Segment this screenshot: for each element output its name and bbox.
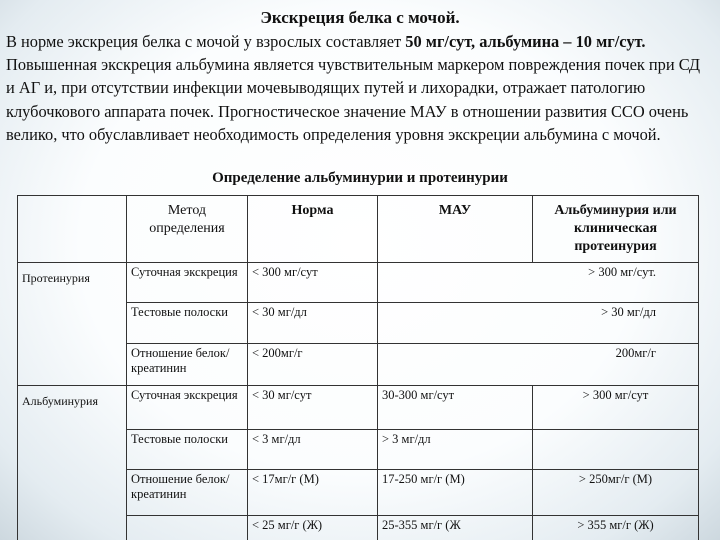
cell-proteinuria: 200мг/г	[378, 344, 699, 386]
cell-method: Суточная экскреция	[127, 263, 248, 303]
cell-mau: > 3 мг/дл	[378, 430, 533, 470]
cell-proteinuria: > 300 мг/сут.	[378, 263, 699, 303]
cell-norm: < 25 мг/г (Ж)	[248, 516, 378, 540]
cell-proteinuria: > 300 мг/сут	[533, 386, 699, 430]
cell-proteinuria: > 30 мг/дл	[378, 303, 699, 344]
cell-method: Тестовые полоски	[127, 303, 248, 344]
cell-proteinuria: > 355 мг/г (Ж)	[533, 516, 699, 540]
cell-norm: < 17мг/г (М)	[248, 470, 378, 516]
header-method: Метод определения	[127, 196, 248, 263]
cell-method	[127, 516, 248, 540]
slide-title: Экскреция белка с мочой.	[260, 8, 460, 27]
header-empty-cell	[18, 196, 127, 263]
cell-norm: < 30 мг/сут	[248, 386, 378, 430]
cell-mau: 30-300 мг/сут	[378, 386, 533, 430]
header-proteinuria: Альбуминурия или клиническая протеинурия	[533, 196, 699, 263]
cell-proteinuria: > 250мг/г (М)	[533, 470, 699, 516]
cell-norm: < 30 мг/дл	[248, 303, 378, 344]
proteinuria-table	[17, 195, 699, 540]
table-title: Определение альбуминурии и протеинурии	[212, 170, 508, 186]
table-row	[18, 386, 699, 430]
cell-method: Тестовые полоски	[127, 430, 248, 470]
cell-norm: < 3 мг/дл	[248, 430, 378, 470]
table-header-row	[18, 196, 699, 263]
cell-method: Отношение белок/ креатинин	[127, 344, 248, 386]
header-mau: МАУ	[378, 196, 533, 263]
cell-mau: 25-355 мг/г (Ж	[378, 516, 533, 540]
paragraph-text-2: Повышенная экскреция альбумина является чувствительным маркером повреждения почек при СД и АГ и, при отсутствии инфекции мочевыводящих путей и лихорадки, отражает патологию клубочкового аппарата почек. Прогностическое значение МАУ в отношении развития ССО очень велико, что обуславливает необходимость определения уровня экскреции альбумина с мочой.	[6, 55, 701, 144]
table-row	[18, 263, 699, 303]
paragraph-text-1: В норме экскреция белка с мочой у взрослых составляет	[6, 32, 406, 51]
cell-norm: < 200мг/г	[248, 344, 378, 386]
header-norm: Норма	[248, 196, 378, 263]
cell-mau: 17-250 мг/г (М)	[378, 470, 533, 516]
paragraph-bold-values: 50 мг/сут, альбумина – 10 мг/сут.	[405, 32, 646, 51]
group-label-albuminuria: Альбуминурия	[18, 386, 127, 540]
cell-method: Суточная экскреция	[127, 386, 248, 430]
cell-proteinuria	[533, 430, 699, 470]
cell-norm: < 300 мг/сут	[248, 263, 378, 303]
intro-paragraph	[6, 30, 712, 146]
cell-method: Отношение белок/ креатинин	[127, 470, 248, 516]
group-label-proteinuria: Протеинурия	[18, 263, 127, 386]
